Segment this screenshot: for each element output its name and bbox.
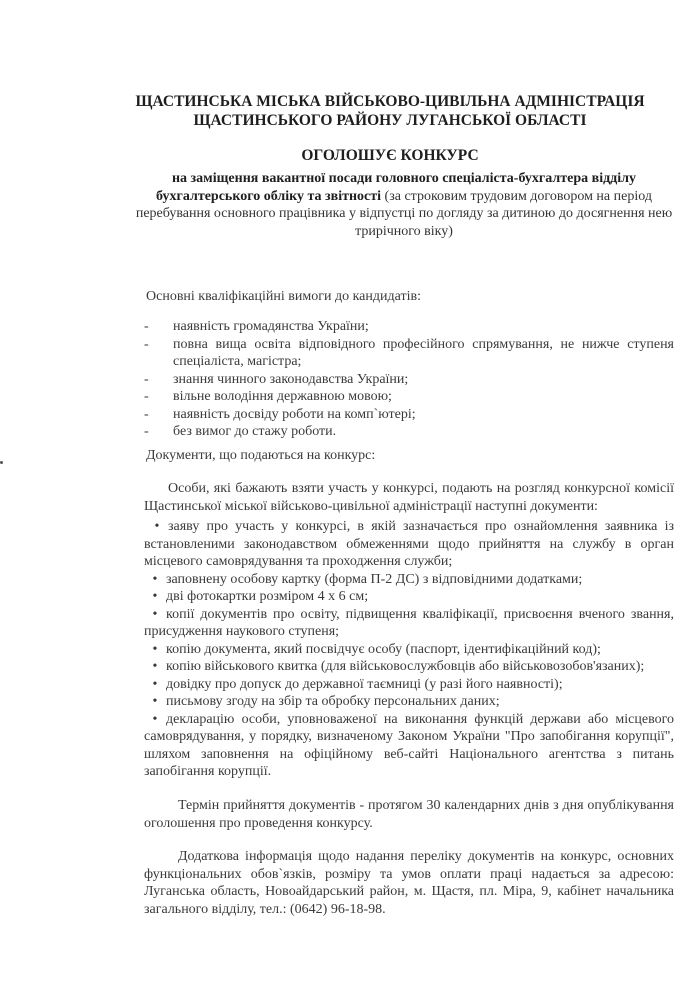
requirement-item: - повна вища освіта відповідного професійного спрямування, не нижче ступеня спеціаліста, магістра; — [144, 336, 674, 369]
bullet-marker: • — [152, 694, 158, 709]
document-item: • декларацію особи, уповноваженої на виконання функцій держави або місцевого самоврядування, у порядку, визначеному Законом України "Про запобігання корупції", шляхом заповнення на офіційному веб-сайті Національного агентства з питань запобігання корупції. — [144, 711, 674, 779]
bullet-marker: • — [152, 711, 158, 727]
documents-title: Документи, що подаються на конкурс: — [146, 448, 376, 463]
dash-marker: - — [144, 371, 149, 387]
requirement-item: - наявність досвіду роботи на комп`ютері; — [144, 406, 416, 422]
requirement-item: - наявність громадянства України; — [144, 319, 369, 334]
document-item: • довідку про допуск до державної таємниці (у разі його наявності); — [144, 676, 674, 694]
dash-marker: - — [144, 389, 149, 404]
requirement-item: - знання чинного законодавства України; — [144, 371, 409, 387]
dash-marker: - — [144, 424, 149, 439]
bullet-marker: • — [152, 659, 158, 674]
requirements-list — [144, 318, 674, 441]
position-description — [130, 170, 678, 240]
document-item: • заповнену особову картку (форма П-2 ДС) з відповідними додатками; — [144, 571, 674, 589]
documents-list — [144, 518, 674, 781]
document-item: • заяву про участь у конкурсі, в якій зазначається про ознайомлення заявника із встановленими законодавством обмеженнями щодо прийняття на службу в орган місцевого самоврядування та проходження служби; — [144, 519, 674, 569]
bullet-marker: • — [152, 641, 158, 657]
deadline-paragraph: Термін прийняття документів - протягом 30 календарних днів з дня опублікування оголошення про проведення конкурсу. — [144, 798, 674, 831]
dash-marker: - — [144, 319, 149, 334]
bullet-marker: • — [152, 589, 158, 604]
document-item: • копії документів про освіту, підвищення кваліфікації, присвоєння вченого звання, присудження наукового ступеня; — [144, 606, 674, 639]
dash-marker: - — [144, 406, 149, 422]
document-item: • копію документа, який посвідчує особу (паспорт, ідентифікаційний код); — [144, 641, 674, 659]
bullet-marker: • — [154, 519, 160, 534]
documents-intro: Особи, які бажають взяти участь у конкурсі, подають на розгляд конкурсної комісії Щастинської міської військово-цивільної адміністрації наступні документи: — [144, 481, 674, 514]
requirement-item: - вільне володіння державною мовою; — [144, 389, 392, 404]
announcement-title: ОГОЛОШУЄ КОНКУРС — [301, 147, 479, 164]
header-line-2: ЩАСТИНСЬКОГО РАЙОНУ ЛУГАНСЬКОЇ ОБЛАСТІ — [193, 112, 587, 129]
bullet-marker: • — [152, 676, 158, 692]
requirements-title: Основні кваліфікаційні вимоги до кандидатів: — [146, 289, 421, 304]
contact-paragraph: Додаткова інформація щодо надання переліку документів на конкурс, основних функціональних обов`язків, розміру та умов оплати праці надається за адресою: Луганська область, Новоайдарський район, м. Щастя, пл. Міра, 9, кабінет начальника загального відділу, тел.: (0642) 96-18-98. — [144, 849, 674, 917]
document-item: • письмову згоду на збір та обробку персональних даних; — [144, 693, 674, 711]
position-title: на заміщення вакантної посади головного спеціаліста-бухгалтера відділу бухгалтерського обліку та звітності — [156, 171, 637, 204]
document-item: • дві фотокартки розміром 4 х 6 см; — [144, 588, 674, 606]
scan-mark — [0, 461, 3, 464]
bullet-marker: • — [152, 571, 158, 587]
header-line-1: ЩАСТИНСЬКА МІСЬКА ВІЙСЬКОВО-ЦИВІЛЬНА АДМІНІСТРАЦІЯ — [135, 93, 645, 110]
dash-marker: - — [144, 336, 149, 352]
bullet-marker: • — [152, 606, 158, 622]
requirement-item: - без вимог до стажу роботи. — [144, 424, 337, 439]
document-item: • копію військового квитка (для військовослужбовців або військовозобов'язаних); — [144, 658, 674, 676]
header-organization — [0, 92, 700, 130]
position-note: (за строковим трудовим договором на період перебування основного працівника у відпустці по догляду за дитиною до досягнення нею трирічного віку) — [135, 188, 673, 239]
